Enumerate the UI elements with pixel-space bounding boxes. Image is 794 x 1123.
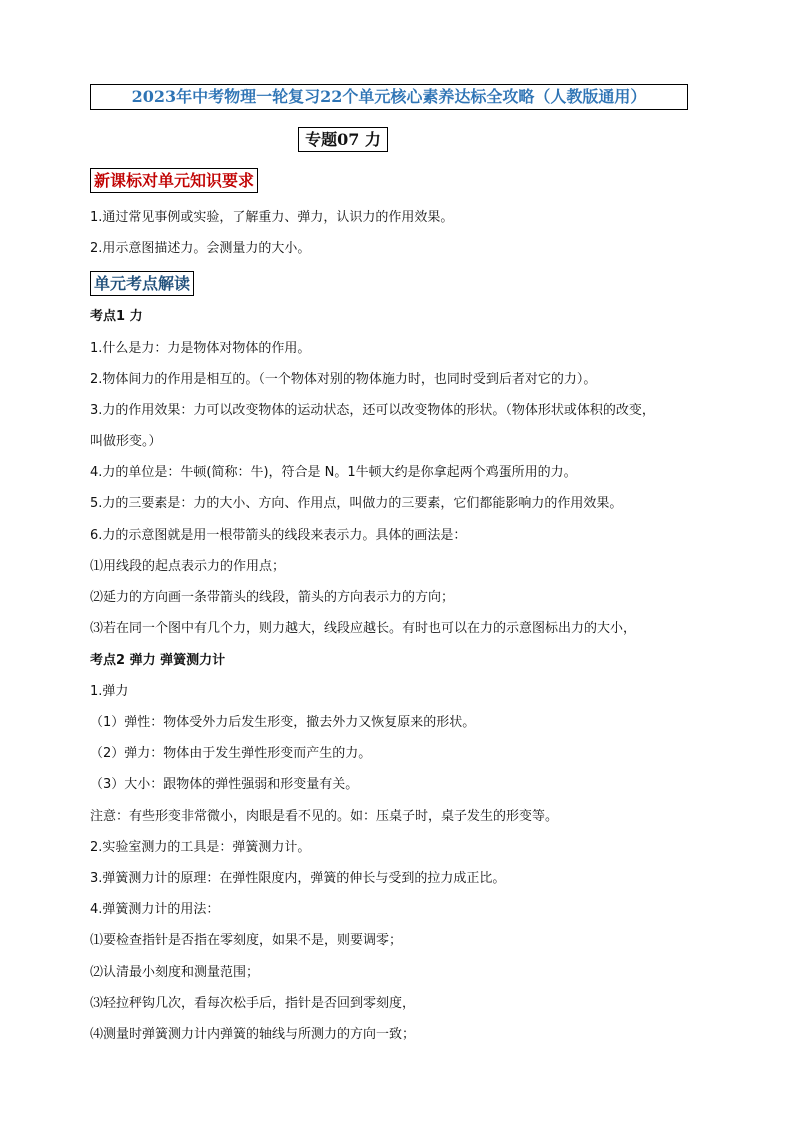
requirements-heading: 新课标对单元知识要求 (90, 168, 258, 193)
text-line: 3.力的作用效果：力可以改变物体的运动状态，还可以改变物体的形状。（物体形状或体积的改变， (90, 403, 655, 418)
text-line: 6.力的示意图就是用一根带箭头的线段来表示力。具体的画法是： (90, 528, 467, 543)
document-title: 2023年中考物理一轮复习22个单元核心素养达标全攻略（人教版通用） (90, 84, 688, 110)
text-line: ⑴要检查指针是否指在零刻度，如果不是，则要调零； (90, 933, 403, 948)
text-line: 2.物体间力的作用是相互的。（一个物体对别的物体施力时，也同时受到后者对它的力）。 (90, 372, 597, 387)
text-line: ⑵认清最小刻度和测量范围； (90, 965, 260, 980)
text-line: ⑷测量时弹簧测力计内弹簧的轴线与所测力的方向一致； (90, 1027, 416, 1042)
text-line: ⑶轻拉秤钩几次，看每次松手后，指针是否回到零刻度， (90, 996, 416, 1011)
topic-title: 专题07 力 (298, 127, 388, 152)
text-line: 3.弹簧测力计的原理：在弹性限度内，弹簧的伸长与受到的拉力成正比。 (90, 871, 506, 886)
text-line: （3）大小：跟物体的弹性强弱和形变量有关。 (90, 777, 359, 792)
text-line: （2）弹力：物体由于发生弹性形变而产生的力。 (90, 746, 372, 761)
requirement-item: 2.用示意图描述力。会测量力的大小。 (90, 241, 311, 256)
text-line: 1.什么是力：力是物体对物体的作用。 (90, 341, 311, 356)
text-line: ⑴用线段的起点表示力的作用点； (90, 559, 286, 574)
text-line: （1）弹性：物体受外力后发生形变，撤去外力又恢复原来的形状。 (90, 715, 476, 730)
text-line: 4.力的单位是：牛顿(简称：牛)，符合是 N。1牛顿大约是你拿起两个鸡蛋所用的力。 (90, 465, 577, 480)
text-line: 1.弹力 (90, 684, 129, 699)
requirement-item: 1.通过常见事例或实验，了解重力、弹力，认识力的作用效果。 (90, 210, 454, 225)
text-line: 注意：有些形变非常微小，肉眼是看不见的。如：压桌子时，桌子发生的形变等。 (90, 809, 559, 824)
text-line: ⑶若在同一个图中有几个力，则力越大，线段应越长。有时也可以在力的示意图标出力的大小， (90, 621, 637, 636)
kaodian-1-heading: 考点1 力 (90, 309, 143, 324)
text-line: 2.实验室测力的工具是：弹簧测力计。 (90, 840, 311, 855)
text-line: 叫做形变。） (90, 434, 162, 449)
text-line: 5.力的三要素是：力的大小、方向、作用点，叫做力的三要素，它们都能影响力的作用效果。 (90, 496, 623, 511)
analysis-heading: 单元考点解读 (90, 271, 194, 296)
text-line: ⑵延力的方向画一条带箭头的线段，箭头的方向表示力的方向； (90, 590, 455, 605)
kaodian-2-heading: 考点2 弹力 弹簧测力计 (90, 653, 226, 668)
text-line: 4.弹簧测力计的用法： (90, 902, 220, 917)
